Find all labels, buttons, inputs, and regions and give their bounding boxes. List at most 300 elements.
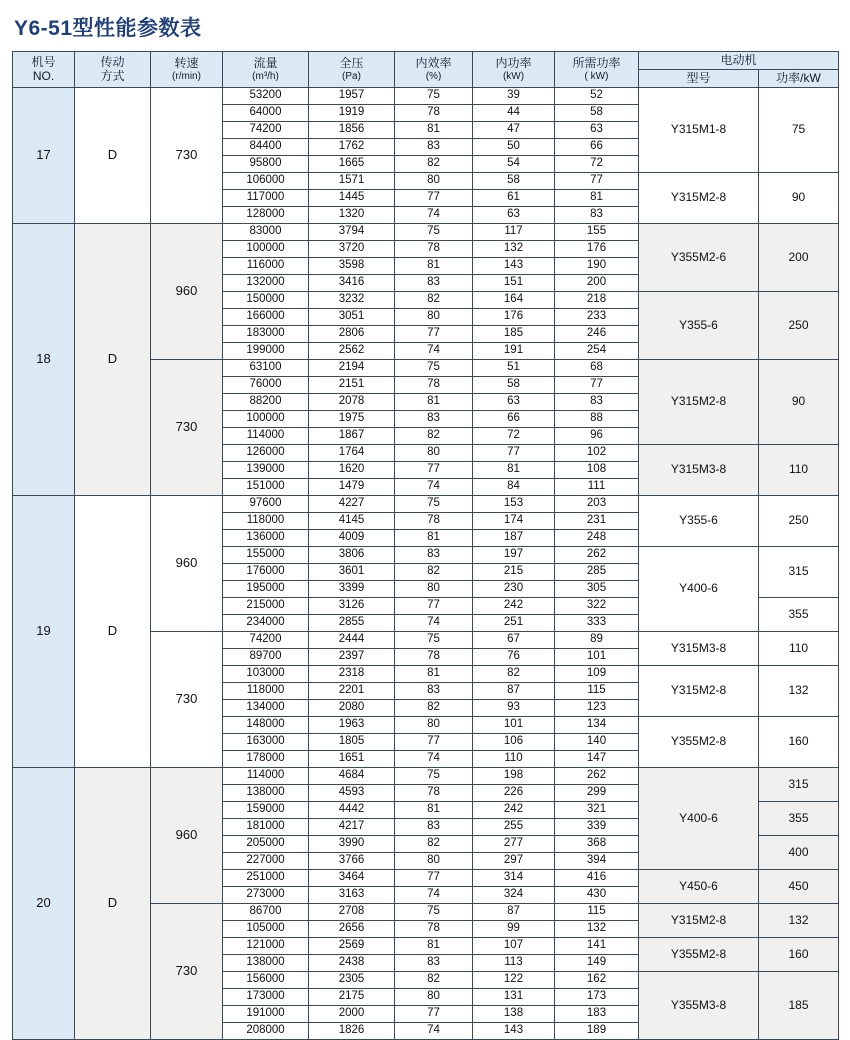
cell-flow: 97600	[223, 496, 309, 513]
cell-flow: 106000	[223, 173, 309, 190]
cell-power-in: 198	[473, 768, 555, 785]
cell-efficiency: 82	[395, 428, 473, 445]
cell-power-required: 134	[555, 717, 639, 734]
cell-pressure: 4442	[309, 802, 395, 819]
cell-motor-power: 355	[759, 802, 839, 836]
cell-pressure: 1620	[309, 462, 395, 479]
model-group	[13, 768, 839, 1040]
cell-power-in: 187	[473, 530, 555, 547]
cell-flow: 138000	[223, 785, 309, 802]
cell-pressure: 2708	[309, 904, 395, 921]
cell-power-required: 394	[555, 853, 639, 870]
cell-flow: 116000	[223, 258, 309, 275]
cell-efficiency: 80	[395, 853, 473, 870]
cell-flow: 134000	[223, 700, 309, 717]
page-title: Y6-51型性能参数表	[14, 17, 202, 40]
cell-power-in: 54	[473, 156, 555, 173]
cell-motor-model: Y355-6	[639, 496, 759, 547]
cell-pressure: 1963	[309, 717, 395, 734]
cell-power-in: 72	[473, 428, 555, 445]
cell-motor-model: Y355M2-8	[639, 717, 759, 768]
cell-pressure: 3794	[309, 224, 395, 241]
cell-power-in: 138	[473, 1006, 555, 1023]
cell-efficiency: 74	[395, 887, 473, 904]
cell-efficiency: 80	[395, 173, 473, 190]
cell-pressure: 2194	[309, 360, 395, 377]
cell-pressure: 3399	[309, 581, 395, 598]
cell-power-required: 52	[555, 88, 639, 105]
cell-power-in: 58	[473, 377, 555, 394]
cell-power-required: 322	[555, 598, 639, 615]
cell-pressure: 3464	[309, 870, 395, 887]
cell-power-required: 430	[555, 887, 639, 904]
cell-pressure: 2201	[309, 683, 395, 700]
cell-efficiency: 80	[395, 717, 473, 734]
cell-efficiency: 75	[395, 632, 473, 649]
cell-efficiency: 81	[395, 666, 473, 683]
cell-power-required: 102	[555, 445, 639, 462]
cell-motor-power: 250	[759, 496, 839, 547]
cell-pressure: 3601	[309, 564, 395, 581]
cell-efficiency: 78	[395, 105, 473, 122]
cell-flow: 176000	[223, 564, 309, 581]
cell-power-in: 87	[473, 683, 555, 700]
cell-efficiency: 82	[395, 836, 473, 853]
cell-power-in: 50	[473, 139, 555, 156]
cell-flow: 136000	[223, 530, 309, 547]
cell-efficiency: 74	[395, 1023, 473, 1040]
cell-model-no: 17	[13, 88, 75, 224]
cell-flow: 151000	[223, 479, 309, 496]
table-row	[13, 496, 839, 513]
cell-pressure: 3232	[309, 292, 395, 309]
cell-speed: 730	[151, 88, 223, 224]
cell-motor-power: 250	[759, 292, 839, 360]
header-row-1	[13, 52, 839, 70]
cell-flow: 208000	[223, 1023, 309, 1040]
cell-power-required: 203	[555, 496, 639, 513]
cell-power-in: 58	[473, 173, 555, 190]
cell-power-in: 47	[473, 122, 555, 139]
cell-pressure: 4009	[309, 530, 395, 547]
cell-flow: 273000	[223, 887, 309, 904]
cell-flow: 132000	[223, 275, 309, 292]
cell-motor-power: 110	[759, 445, 839, 496]
cell-flow: 64000	[223, 105, 309, 122]
cell-flow: 159000	[223, 802, 309, 819]
cell-efficiency: 78	[395, 921, 473, 938]
cell-power-in: 153	[473, 496, 555, 513]
cell-motor-model: Y355M2-8	[639, 938, 759, 972]
cell-power-in: 66	[473, 411, 555, 428]
cell-pressure: 1320	[309, 207, 395, 224]
cell-efficiency: 83	[395, 411, 473, 428]
header-motor-power: 功率/kW	[759, 70, 839, 88]
cell-power-required: 66	[555, 139, 639, 156]
cell-efficiency: 82	[395, 292, 473, 309]
cell-power-in: 164	[473, 292, 555, 309]
cell-motor-power: 90	[759, 173, 839, 224]
cell-pressure: 1479	[309, 479, 395, 496]
cell-efficiency: 78	[395, 649, 473, 666]
header-flow: 流量 (m³/h)	[223, 52, 309, 88]
header-pressure: 全压 (Pa)	[309, 52, 395, 88]
cell-motor-model: Y355-6	[639, 292, 759, 360]
cell-motor-power: 200	[759, 224, 839, 292]
cell-power-in: 87	[473, 904, 555, 921]
cell-flow: 114000	[223, 768, 309, 785]
cell-motor-model: Y315M3-8	[639, 445, 759, 496]
cell-efficiency: 75	[395, 904, 473, 921]
cell-efficiency: 82	[395, 972, 473, 989]
cell-flow: 178000	[223, 751, 309, 768]
cell-pressure: 2151	[309, 377, 395, 394]
cell-efficiency: 80	[395, 309, 473, 326]
cell-power-required: 176	[555, 241, 639, 258]
cell-efficiency: 74	[395, 343, 473, 360]
cell-motor-model: Y400-6	[639, 768, 759, 870]
cell-speed: 960	[151, 496, 223, 632]
cell-power-in: 131	[473, 989, 555, 1006]
cell-flow: 191000	[223, 1006, 309, 1023]
cell-flow: 199000	[223, 343, 309, 360]
cell-motor-power: 90	[759, 360, 839, 445]
cell-efficiency: 75	[395, 496, 473, 513]
cell-flow: 53200	[223, 88, 309, 105]
cell-efficiency: 75	[395, 768, 473, 785]
cell-flow: 86700	[223, 904, 309, 921]
cell-efficiency: 83	[395, 139, 473, 156]
cell-power-required: 262	[555, 547, 639, 564]
cell-efficiency: 77	[395, 190, 473, 207]
cell-efficiency: 80	[395, 581, 473, 598]
cell-power-required: 115	[555, 683, 639, 700]
cell-pressure: 4145	[309, 513, 395, 530]
cell-power-in: 251	[473, 615, 555, 632]
cell-power-required: 162	[555, 972, 639, 989]
cell-pressure: 2080	[309, 700, 395, 717]
cell-power-in: 110	[473, 751, 555, 768]
cell-flow: 163000	[223, 734, 309, 751]
cell-efficiency: 83	[395, 955, 473, 972]
cell-pressure: 2000	[309, 1006, 395, 1023]
cell-motor-power: 160	[759, 717, 839, 768]
cell-motor-power: 400	[759, 836, 839, 870]
cell-power-in: 106	[473, 734, 555, 751]
cell-power-required: 246	[555, 326, 639, 343]
cell-flow: 118000	[223, 683, 309, 700]
cell-efficiency: 77	[395, 734, 473, 751]
cell-flow: 84400	[223, 139, 309, 156]
cell-efficiency: 77	[395, 870, 473, 887]
table-row	[13, 88, 839, 105]
cell-power-in: 84	[473, 479, 555, 496]
cell-power-required: 333	[555, 615, 639, 632]
cell-flow: 114000	[223, 428, 309, 445]
cell-motor-model: Y450-6	[639, 870, 759, 904]
cell-flow: 95800	[223, 156, 309, 173]
cell-pressure: 2318	[309, 666, 395, 683]
cell-flow: 195000	[223, 581, 309, 598]
cell-motor-model: Y315M2-8	[639, 360, 759, 445]
cell-power-required: 88	[555, 411, 639, 428]
header-efficiency: 内效率 (%)	[395, 52, 473, 88]
cell-pressure: 1764	[309, 445, 395, 462]
cell-power-required: 173	[555, 989, 639, 1006]
cell-flow: 183000	[223, 326, 309, 343]
cell-pressure: 3806	[309, 547, 395, 564]
cell-power-required: 81	[555, 190, 639, 207]
cell-efficiency: 81	[395, 394, 473, 411]
cell-motor-power: 355	[759, 598, 839, 632]
cell-power-in: 151	[473, 275, 555, 292]
cell-efficiency: 75	[395, 360, 473, 377]
cell-motor-power: 75	[759, 88, 839, 173]
cell-efficiency: 81	[395, 802, 473, 819]
cell-power-required: 254	[555, 343, 639, 360]
cell-efficiency: 77	[395, 326, 473, 343]
cell-flow: 251000	[223, 870, 309, 887]
cell-pressure: 1665	[309, 156, 395, 173]
cell-power-required: 262	[555, 768, 639, 785]
cell-efficiency: 81	[395, 122, 473, 139]
cell-power-required: 218	[555, 292, 639, 309]
cell-flow: 155000	[223, 547, 309, 564]
cell-efficiency: 75	[395, 88, 473, 105]
cell-efficiency: 78	[395, 513, 473, 530]
cell-power-required: 200	[555, 275, 639, 292]
header-speed: 转速 (r/min)	[151, 52, 223, 88]
cell-power-required: 248	[555, 530, 639, 547]
cell-power-in: 174	[473, 513, 555, 530]
cell-flow: 166000	[223, 309, 309, 326]
cell-power-required: 68	[555, 360, 639, 377]
cell-power-in: 143	[473, 1023, 555, 1040]
cell-efficiency: 78	[395, 785, 473, 802]
cell-pressure: 2656	[309, 921, 395, 938]
cell-efficiency: 77	[395, 462, 473, 479]
cell-power-required: 72	[555, 156, 639, 173]
cell-efficiency: 74	[395, 615, 473, 632]
cell-power-in: 255	[473, 819, 555, 836]
cell-efficiency: 83	[395, 819, 473, 836]
cell-power-in: 277	[473, 836, 555, 853]
header-motor-model: 型号	[639, 70, 759, 88]
cell-efficiency: 74	[395, 479, 473, 496]
cell-power-in: 122	[473, 972, 555, 989]
cell-power-required: 190	[555, 258, 639, 275]
cell-pressure: 1919	[309, 105, 395, 122]
cell-power-required: 132	[555, 921, 639, 938]
cell-pressure: 2562	[309, 343, 395, 360]
cell-model-no: 18	[13, 224, 75, 496]
cell-motor-power: 450	[759, 870, 839, 904]
cell-pressure: 3163	[309, 887, 395, 904]
cell-power-in: 82	[473, 666, 555, 683]
cell-power-in: 314	[473, 870, 555, 887]
cell-flow: 63100	[223, 360, 309, 377]
model-group	[13, 224, 839, 496]
cell-efficiency: 78	[395, 241, 473, 258]
cell-flow: 173000	[223, 989, 309, 1006]
cell-power-required: 58	[555, 105, 639, 122]
cell-flow: 215000	[223, 598, 309, 615]
cell-efficiency: 82	[395, 700, 473, 717]
header-drive: 传动 方式	[75, 52, 151, 88]
cell-power-in: 197	[473, 547, 555, 564]
cell-flow: 156000	[223, 972, 309, 989]
cell-pressure: 3126	[309, 598, 395, 615]
cell-flow: 74200	[223, 122, 309, 139]
cell-power-in: 215	[473, 564, 555, 581]
cell-motor-model: Y315M3-8	[639, 632, 759, 666]
cell-flow: 205000	[223, 836, 309, 853]
performance-table	[12, 51, 839, 1040]
cell-efficiency: 81	[395, 530, 473, 547]
cell-pressure: 2175	[309, 989, 395, 1006]
cell-power-in: 117	[473, 224, 555, 241]
cell-power-required: 108	[555, 462, 639, 479]
cell-flow: 138000	[223, 955, 309, 972]
cell-flow: 100000	[223, 411, 309, 428]
cell-power-required: 89	[555, 632, 639, 649]
cell-power-in: 226	[473, 785, 555, 802]
cell-power-required: 149	[555, 955, 639, 972]
cell-power-in: 61	[473, 190, 555, 207]
model-group	[13, 496, 839, 768]
cell-power-in: 324	[473, 887, 555, 904]
cell-pressure: 1856	[309, 122, 395, 139]
cell-power-in: 99	[473, 921, 555, 938]
cell-speed: 730	[151, 360, 223, 496]
cell-power-in: 185	[473, 326, 555, 343]
cell-motor-power: 185	[759, 972, 839, 1040]
cell-pressure: 2569	[309, 938, 395, 955]
cell-pressure: 3720	[309, 241, 395, 258]
cell-pressure: 3051	[309, 309, 395, 326]
cell-motor-model: Y355M3-8	[639, 972, 759, 1040]
cell-power-in: 191	[473, 343, 555, 360]
table-row	[13, 768, 839, 785]
cell-power-in: 132	[473, 241, 555, 258]
table-row	[13, 224, 839, 241]
cell-motor-model: Y315M1-8	[639, 88, 759, 173]
cell-power-required: 321	[555, 802, 639, 819]
cell-pressure: 1867	[309, 428, 395, 445]
cell-pressure: 3990	[309, 836, 395, 853]
cell-power-in: 297	[473, 853, 555, 870]
cell-flow: 74200	[223, 632, 309, 649]
header-motor: 电动机	[639, 52, 839, 70]
cell-power-required: 77	[555, 377, 639, 394]
cell-pressure: 1975	[309, 411, 395, 428]
cell-pressure: 2806	[309, 326, 395, 343]
cell-flow: 227000	[223, 853, 309, 870]
cell-flow: 139000	[223, 462, 309, 479]
cell-efficiency: 83	[395, 275, 473, 292]
cell-power-in: 77	[473, 445, 555, 462]
cell-efficiency: 82	[395, 156, 473, 173]
cell-pressure: 1445	[309, 190, 395, 207]
cell-pressure: 2305	[309, 972, 395, 989]
cell-pressure: 4593	[309, 785, 395, 802]
cell-flow: 76000	[223, 377, 309, 394]
cell-efficiency: 83	[395, 683, 473, 700]
cell-flow: 181000	[223, 819, 309, 836]
cell-power-in: 176	[473, 309, 555, 326]
cell-power-required: 111	[555, 479, 639, 496]
cell-flow: 150000	[223, 292, 309, 309]
cell-flow: 148000	[223, 717, 309, 734]
table-header	[13, 52, 839, 88]
cell-power-in: 113	[473, 955, 555, 972]
cell-efficiency: 80	[395, 989, 473, 1006]
cell-power-required: 123	[555, 700, 639, 717]
cell-power-required: 83	[555, 207, 639, 224]
header-power-in: 内功率 (kW)	[473, 52, 555, 88]
cell-motor-model: Y315M2-8	[639, 173, 759, 224]
cell-power-required: 416	[555, 870, 639, 887]
cell-pressure: 2397	[309, 649, 395, 666]
cell-pressure: 2855	[309, 615, 395, 632]
cell-drive-type: D	[75, 88, 151, 224]
cell-power-in: 63	[473, 207, 555, 224]
header-no: 机号 NO.	[13, 52, 75, 88]
cell-model-no: 19	[13, 496, 75, 768]
cell-efficiency: 81	[395, 258, 473, 275]
cell-drive-type: D	[75, 224, 151, 496]
cell-flow: 121000	[223, 938, 309, 955]
cell-power-in: 67	[473, 632, 555, 649]
cell-efficiency: 78	[395, 377, 473, 394]
cell-power-required: 115	[555, 904, 639, 921]
cell-power-required: 299	[555, 785, 639, 802]
cell-motor-model: Y400-6	[639, 547, 759, 632]
cell-efficiency: 75	[395, 224, 473, 241]
cell-motor-power: 315	[759, 547, 839, 598]
cell-speed: 730	[151, 632, 223, 768]
cell-motor-power: 132	[759, 904, 839, 938]
cell-power-in: 242	[473, 802, 555, 819]
cell-motor-power: 110	[759, 632, 839, 666]
cell-power-in: 143	[473, 258, 555, 275]
cell-power-required: 233	[555, 309, 639, 326]
cell-power-required: 141	[555, 938, 639, 955]
cell-pressure: 1571	[309, 173, 395, 190]
cell-efficiency: 77	[395, 1006, 473, 1023]
cell-speed: 730	[151, 904, 223, 1040]
cell-power-required: 189	[555, 1023, 639, 1040]
cell-efficiency: 80	[395, 445, 473, 462]
model-group	[13, 88, 839, 224]
cell-power-required: 77	[555, 173, 639, 190]
cell-speed: 960	[151, 224, 223, 360]
cell-flow: 128000	[223, 207, 309, 224]
cell-pressure: 4684	[309, 768, 395, 785]
cell-pressure: 3598	[309, 258, 395, 275]
cell-motor-model: Y355M2-6	[639, 224, 759, 292]
cell-pressure: 1762	[309, 139, 395, 156]
cell-efficiency: 83	[395, 547, 473, 564]
cell-pressure: 2438	[309, 955, 395, 972]
cell-power-required: 183	[555, 1006, 639, 1023]
cell-power-in: 44	[473, 105, 555, 122]
cell-pressure: 2444	[309, 632, 395, 649]
cell-power-in: 93	[473, 700, 555, 717]
cell-power-required: 101	[555, 649, 639, 666]
cell-flow: 100000	[223, 241, 309, 258]
cell-power-required: 63	[555, 122, 639, 139]
